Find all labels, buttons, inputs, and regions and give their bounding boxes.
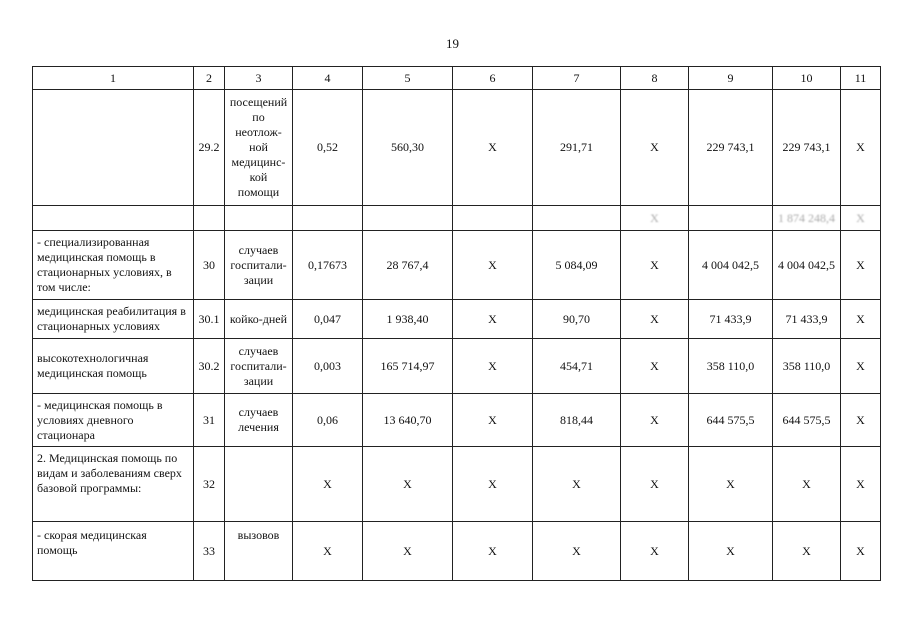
cell-c5 [363,206,453,231]
row-name: - специализированная медицинская помощь в стационарных условиях, в том числе: [33,231,194,300]
row-name: - скорая медицинская помощь [33,522,194,581]
row-unit: случаев госпитали-зации [225,339,293,394]
row-unit [225,447,293,522]
cell-c9: 71 433,9 [689,300,773,339]
row-code: 30.2 [194,339,225,394]
cell-c11: X [841,447,881,522]
row-name: 2. Медицинская помощь по видам и заболеваниям сверх базовой программы: [33,447,194,522]
cell-c5: X [363,522,453,581]
column-header: 5 [363,67,453,90]
cell-c9: X [689,447,773,522]
table-row [33,394,881,447]
column-header: 2 [194,67,225,90]
row-unit: койко-дней [225,300,293,339]
cell-c4: 0,06 [293,394,363,447]
column-header: 8 [621,67,689,90]
cell-c4 [293,206,363,231]
cell-c7: 291,71 [533,90,621,206]
cell-c4: 0,047 [293,300,363,339]
page-number: 19 [446,36,459,51]
cell-c4: X [293,447,363,522]
cell-c9: 644 575,5 [689,394,773,447]
cell-c7: 90,70 [533,300,621,339]
row-name: медицинская реабилитация в стационарных условиях [33,300,194,339]
table-row [33,522,881,581]
cell-c9: 358 110,0 [689,339,773,394]
cell-c5: 165 714,97 [363,339,453,394]
row-code: 29.2 [194,90,225,206]
cell-c8: X [621,231,689,300]
cell-c9 [689,206,773,231]
cell-c6: X [453,522,533,581]
cell-c5: 13 640,70 [363,394,453,447]
cell-c11: X [841,339,881,394]
cell-c5: X [363,447,453,522]
row-code: 30.1 [194,300,225,339]
cell-c7: 5 084,09 [533,231,621,300]
cell-c11: X [841,206,881,231]
column-header: 6 [453,67,533,90]
cell-c6: X [453,90,533,206]
cell-c7: 454,71 [533,339,621,394]
cell-c4: 0,003 [293,339,363,394]
cell-c8: X [621,206,689,231]
cell-c9: 4 004 042,5 [689,231,773,300]
cell-c10: X [773,522,841,581]
cell-c8: X [621,522,689,581]
cell-c6: X [453,339,533,394]
row-unit: посещений по неотлож-ной медицинс-кой помощи [225,90,293,206]
column-header: 10 [773,67,841,90]
cell-c9: X [689,522,773,581]
row-code: 32 [194,447,225,522]
cell-c7: 818,44 [533,394,621,447]
cell-c5: 28 767,4 [363,231,453,300]
column-header: 9 [689,67,773,90]
column-header: 3 [225,67,293,90]
row-unit: случаев госпитали-зации [225,231,293,300]
row-code [194,206,225,231]
column-header: 11 [841,67,881,90]
cell-c5: 560,30 [363,90,453,206]
cell-c9: 229 743,1 [689,90,773,206]
cell-c6: X [453,447,533,522]
cell-c8: X [621,394,689,447]
row-code: 31 [194,394,225,447]
cell-c6: X [453,231,533,300]
cell-c10: 71 433,9 [773,300,841,339]
row-unit [225,206,293,231]
cell-c8: X [621,90,689,206]
row-code: 30 [194,231,225,300]
cell-c7: X [533,447,621,522]
table-row [33,231,881,300]
table-row [33,90,881,206]
cell-c7: X [533,522,621,581]
row-name: - медицинская помощь в условиях дневного стационара [33,394,194,447]
cell-c11: X [841,300,881,339]
table-row [33,447,881,522]
header-row [33,67,881,90]
row-name [33,90,194,206]
cell-c8: X [621,300,689,339]
cell-c11: X [841,394,881,447]
cell-c10: 1 874 248,4 [773,206,841,231]
row-name [33,206,194,231]
cell-c8: X [621,339,689,394]
column-header: 4 [293,67,363,90]
cell-c6: X [453,394,533,447]
cell-c7 [533,206,621,231]
cell-c10: 229 743,1 [773,90,841,206]
cell-c10: 358 110,0 [773,339,841,394]
cell-c11: X [841,231,881,300]
cell-c11: X [841,522,881,581]
cell-c10: 4 004 042,5 [773,231,841,300]
row-code: 33 [194,522,225,581]
table-row [33,300,881,339]
cell-c8: X [621,447,689,522]
cell-c6 [453,206,533,231]
cell-c4: X [293,522,363,581]
cell-c5: 1 938,40 [363,300,453,339]
table-row-faded [33,206,881,231]
data-table [32,66,881,581]
row-unit: вызовов [225,522,293,581]
row-name: высокотехнологичная медицинская помощь [33,339,194,394]
cell-c4: 0,52 [293,90,363,206]
row-unit: случаев лечения [225,394,293,447]
column-header: 1 [33,67,194,90]
cell-c10: 644 575,5 [773,394,841,447]
cell-c10: X [773,447,841,522]
table-row [33,339,881,394]
cell-c4: 0,17673 [293,231,363,300]
cell-c6: X [453,300,533,339]
column-header: 7 [533,67,621,90]
cell-c11: X [841,90,881,206]
